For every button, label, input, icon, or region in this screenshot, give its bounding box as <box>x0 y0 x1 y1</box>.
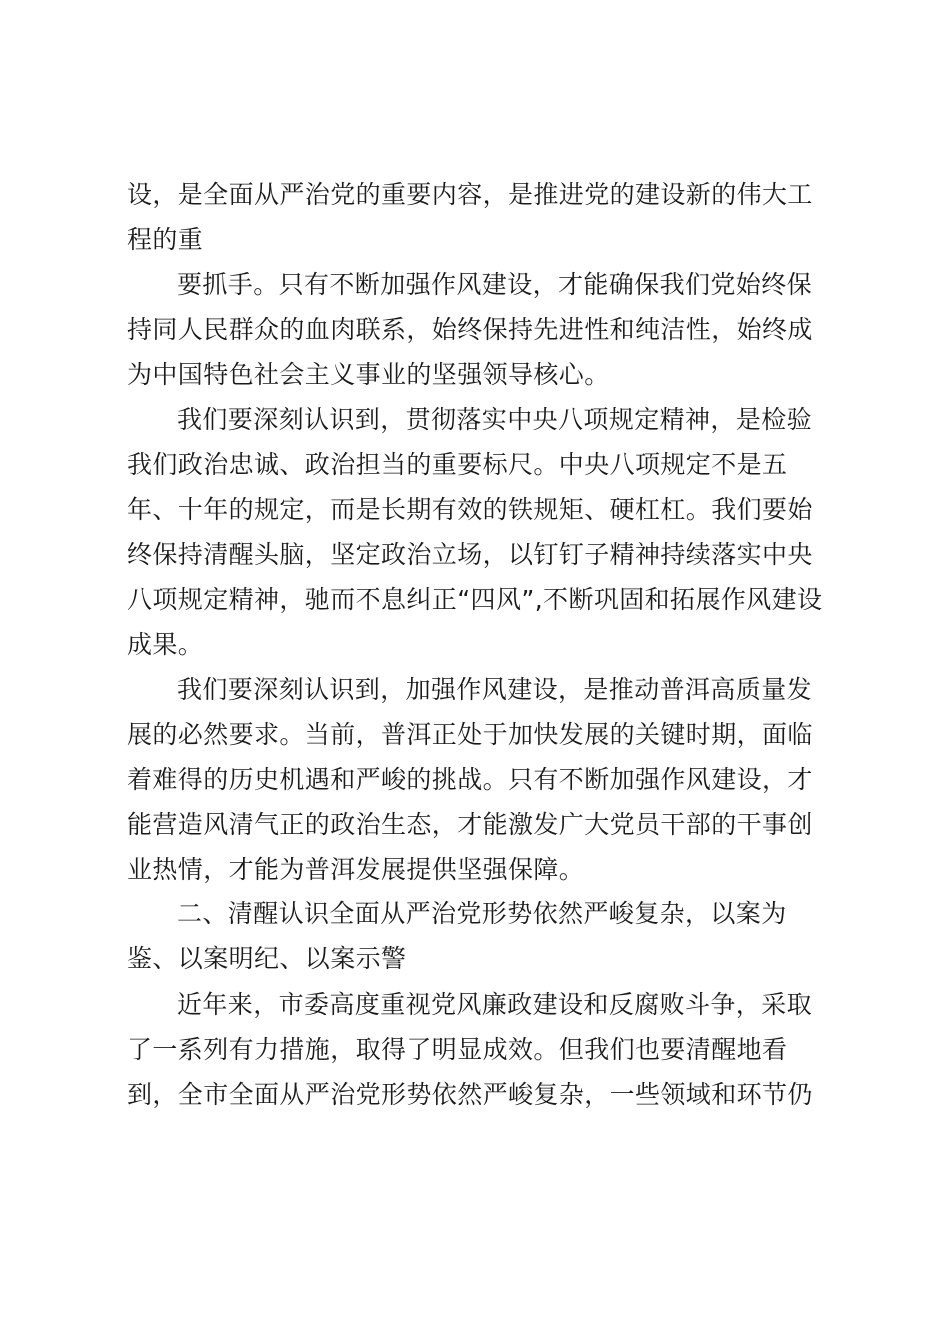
section-heading: 二、清醒认识全面从严治党形势依然严峻复杂，以案为 <box>177 899 787 928</box>
text-line: 八项规定精神，驰而不息纠正“四风”,不断巩固和拓展作风建设 <box>127 585 823 614</box>
text-line: 终保持清醒头脑，坚定政治立场，以钉钉子精神持续落实中央 <box>127 540 813 569</box>
text-line: 年、十年的规定，而是长期有效的铁规矩、硬杠杠。我们要始 <box>127 495 813 524</box>
text-line: 为中国特色社会主义事业的坚强领导核心。 <box>127 360 610 389</box>
text-line: 着难得的历史机遇和严峻的挑战。只有不断加强作风建设，才 <box>127 765 813 794</box>
text-line: 我们要深刻认识到，贯彻落实中央八项规定精神，是检验 <box>177 405 813 434</box>
text-line: 展的必然要求。当前，普洱正处于加快发展的关键时期，面临 <box>127 720 813 749</box>
text-line: 要抓手。只有不断加强作风建设，才能确保我们党始终保 <box>177 270 813 299</box>
text-line: 持同人民群众的血肉联系，始终保持先进性和纯洁性，始终成 <box>127 315 813 344</box>
text-line: 业热情，才能为普洱发展提供坚强保障。 <box>127 855 585 884</box>
text-line: 到，全市全面从严治党形势依然严峻复杂，一些领域和环节仍 <box>127 1080 813 1109</box>
text-line: 了一系列有力措施，取得了明显成效。但我们也要清醒地看 <box>127 1035 788 1064</box>
text-line: 程的重 <box>127 225 204 254</box>
text-line: 近年来，市委高度重视党风廉政建设和反腐败斗争，采取 <box>177 990 813 1019</box>
text-line: 我们要深刻认识到，加强作风建设，是推动普洱高质量发 <box>177 675 813 704</box>
text-line: 我们政治忠诚、政治担当的重要标尺。中央八项规定不是五 <box>127 450 788 479</box>
text-line: 能营造风清气正的政治生态，才能激发广大党员干部的干事创 <box>127 810 813 839</box>
text-line: 成果。 <box>127 630 204 659</box>
section-heading: 鉴、以案明纪、以案示警 <box>127 944 407 973</box>
text-line: 设，是全面从严治党的重要内容，是推进党的建设新的伟大工 <box>127 180 813 209</box>
